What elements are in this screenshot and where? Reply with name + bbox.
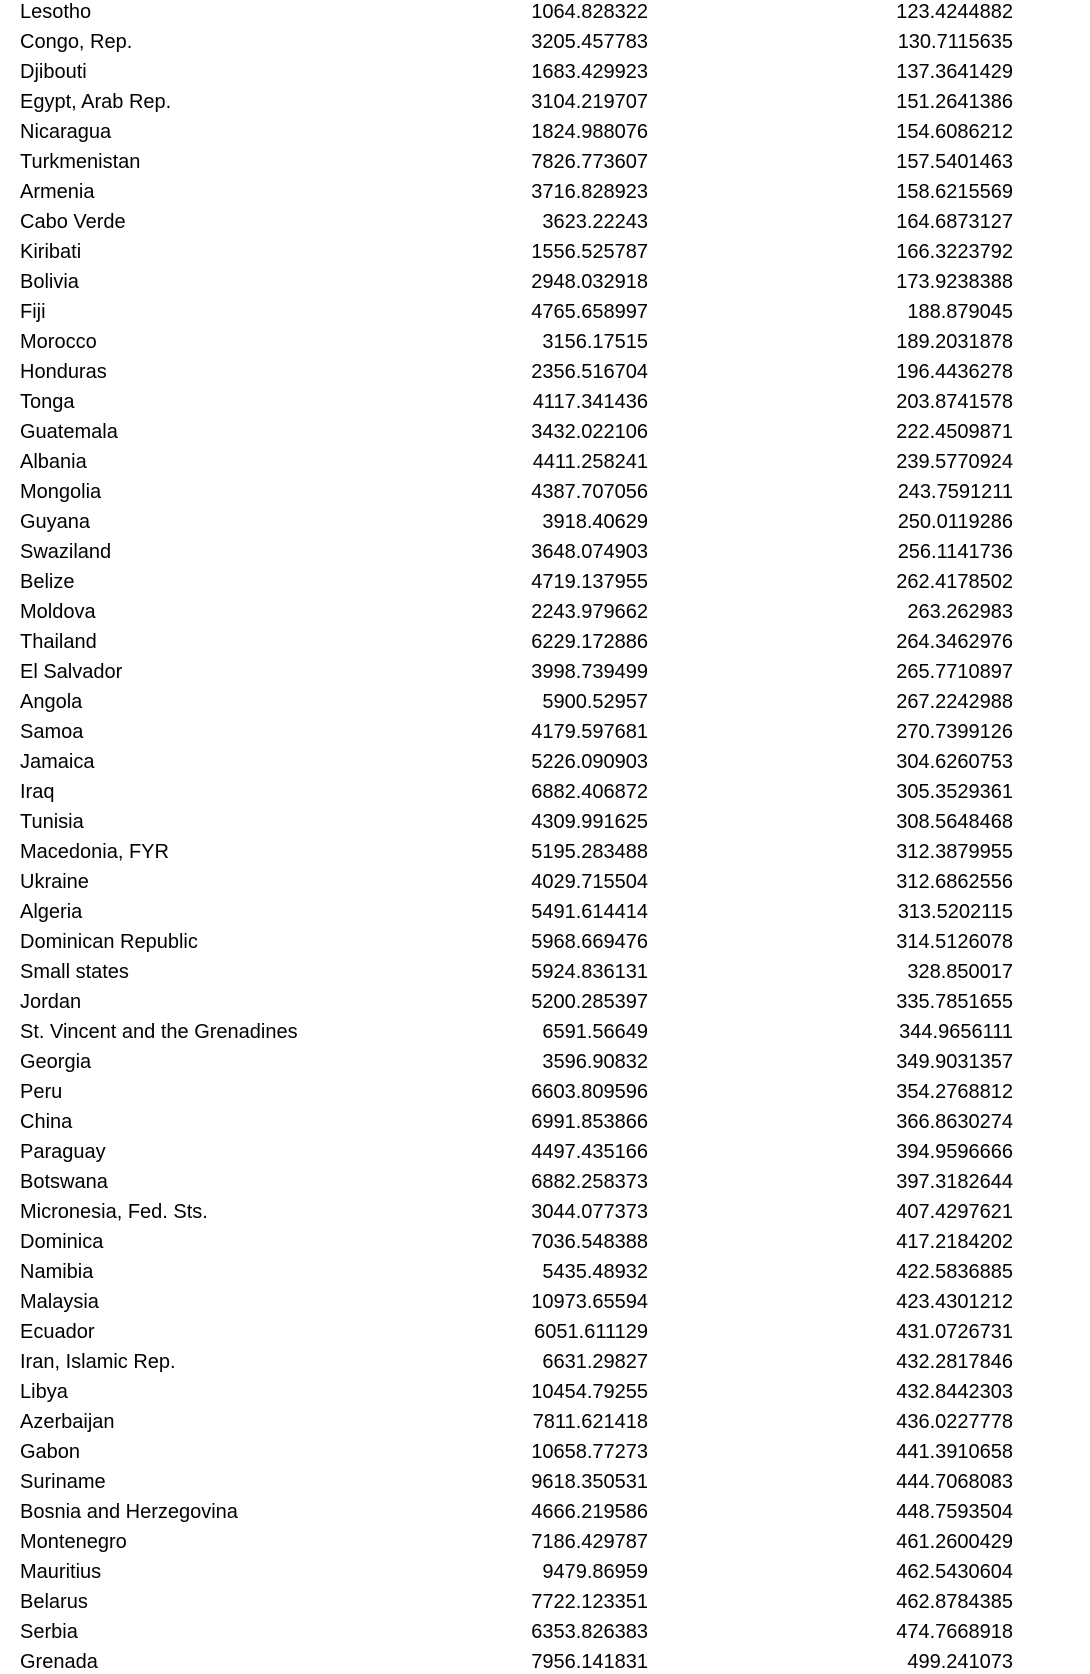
value-2-cell: 312.3879955 <box>896 841 1013 863</box>
value-1-cell: 6051.611129 <box>534 1321 648 1343</box>
country-name-cell: St. Vincent and the Grenadines <box>20 1021 298 1043</box>
table-row <box>0 1380 1090 1410</box>
value-2-cell: 256.1141736 <box>897 541 1013 563</box>
table-row <box>0 330 1090 360</box>
value-1-cell: 6229.172886 <box>531 631 648 653</box>
country-name-cell: Gabon <box>20 1441 81 1463</box>
value-1-cell: 1683.429923 <box>531 61 648 83</box>
value-1-cell: 5900.52957 <box>542 691 648 713</box>
country-name-cell: Bolivia <box>20 271 79 293</box>
table-row <box>0 120 1090 150</box>
country-name-cell: Samoa <box>20 721 84 743</box>
table-row <box>0 210 1090 240</box>
value-2-cell: 270.7399126 <box>896 721 1013 743</box>
value-2-cell: 417.2184202 <box>896 1231 1013 1253</box>
table-row <box>0 1230 1090 1260</box>
table-row <box>0 660 1090 690</box>
table-row <box>0 1650 1090 1674</box>
country-name-cell: Iran, Islamic Rep. <box>20 1351 176 1373</box>
value-2-cell: 151.2641386 <box>896 91 1013 113</box>
value-1-cell: 4179.597681 <box>531 721 648 743</box>
table-row <box>0 1470 1090 1500</box>
country-name-cell: Honduras <box>20 361 107 383</box>
country-name-cell: Montenegro <box>20 1531 127 1553</box>
country-name-cell: Bosnia and Herzegovina <box>20 1501 238 1523</box>
value-2-cell: 448.7593504 <box>896 1501 1013 1523</box>
country-name-cell: Azerbaijan <box>20 1411 115 1433</box>
value-2-cell: 263.262983 <box>907 601 1013 623</box>
value-1-cell: 7811.621418 <box>532 1411 648 1433</box>
value-2-cell: 354.2768812 <box>896 1081 1013 1103</box>
value-1-cell: 7186.429787 <box>531 1531 648 1553</box>
value-1-cell: 10658.77273 <box>531 1441 648 1463</box>
value-2-cell: 432.8442303 <box>896 1381 1013 1403</box>
country-name-cell: Albania <box>20 451 87 473</box>
country-name-cell: Guyana <box>20 511 91 533</box>
value-1-cell: 4387.707056 <box>531 481 648 503</box>
country-name-cell: Mauritius <box>20 1561 102 1583</box>
table-row <box>0 540 1090 570</box>
value-1-cell: 7722.123351 <box>531 1591 648 1613</box>
table-row <box>0 600 1090 630</box>
value-1-cell: 4666.219586 <box>531 1501 648 1523</box>
value-2-cell: 157.5401463 <box>896 151 1013 173</box>
table-row <box>0 1620 1090 1650</box>
country-name-cell: Fiji <box>20 301 46 323</box>
table-row <box>0 420 1090 450</box>
table-row <box>0 1170 1090 1200</box>
value-1-cell: 5968.669476 <box>531 931 648 953</box>
table-row <box>0 840 1090 870</box>
country-name-cell: Grenada <box>20 1651 98 1673</box>
country-name-cell: Botswana <box>20 1171 108 1193</box>
value-2-cell: 313.5202115 <box>897 901 1013 923</box>
value-2-cell: 222.4509871 <box>896 421 1013 443</box>
value-1-cell: 7036.548388 <box>531 1231 648 1253</box>
value-2-cell: 308.5648468 <box>896 811 1013 833</box>
table-row <box>0 300 1090 330</box>
country-name-cell: Peru <box>20 1081 63 1103</box>
value-1-cell: 5200.285397 <box>531 991 648 1013</box>
value-2-cell: 366.8630274 <box>896 1111 1013 1133</box>
value-2-cell: 304.6260753 <box>896 751 1013 773</box>
value-1-cell: 3716.828923 <box>531 181 648 203</box>
value-1-cell: 3432.022106 <box>531 421 648 443</box>
table-row <box>0 30 1090 60</box>
value-1-cell: 4765.658997 <box>531 301 648 323</box>
table-row <box>0 930 1090 960</box>
value-2-cell: 166.3223792 <box>896 241 1013 263</box>
value-1-cell: 6591.56649 <box>542 1021 648 1043</box>
value-1-cell: 5491.614414 <box>531 901 648 923</box>
table-row <box>0 90 1090 120</box>
country-name-cell: Belize <box>20 571 75 593</box>
value-1-cell: 3104.219707 <box>531 91 648 113</box>
value-1-cell: 3205.457783 <box>531 31 648 53</box>
value-1-cell: 3044.077373 <box>531 1201 648 1223</box>
country-name-cell: Egypt, Arab Rep. <box>20 91 172 113</box>
value-1-cell: 6353.826383 <box>531 1621 648 1643</box>
table-row <box>0 450 1090 480</box>
country-name-cell: Kiribati <box>20 241 82 263</box>
value-2-cell: 349.9031357 <box>896 1051 1013 1073</box>
country-name-cell: Moldova <box>20 601 96 623</box>
country-name-cell: China <box>20 1111 73 1133</box>
value-1-cell: 3596.90832 <box>542 1051 648 1073</box>
country-name-cell: Namibia <box>20 1261 94 1283</box>
table-row <box>0 1260 1090 1290</box>
country-name-cell: Micronesia, Fed. Sts. <box>20 1201 208 1223</box>
table-row <box>0 1410 1090 1440</box>
value-1-cell: 4719.137955 <box>531 571 648 593</box>
value-2-cell: 164.6873127 <box>896 211 1013 233</box>
value-1-cell: 4117.341436 <box>532 391 648 413</box>
value-2-cell: 312.6862556 <box>896 871 1013 893</box>
value-2-cell: 499.241073 <box>907 1651 1013 1673</box>
value-2-cell: 314.5126078 <box>896 931 1013 953</box>
table-row <box>0 1590 1090 1620</box>
table-row <box>0 1530 1090 1560</box>
table-row <box>0 630 1090 660</box>
country-name-cell: Morocco <box>20 331 97 353</box>
table-row <box>0 1440 1090 1470</box>
country-name-cell: Malaysia <box>20 1291 99 1313</box>
value-1-cell: 3998.739499 <box>531 661 648 683</box>
value-1-cell: 10973.65594 <box>531 1291 648 1313</box>
value-1-cell: 1556.525787 <box>531 241 648 263</box>
table-row <box>0 1200 1090 1230</box>
value-1-cell: 3623.22243 <box>542 211 648 233</box>
value-1-cell: 3156.17515 <box>542 331 648 353</box>
value-1-cell: 5924.836131 <box>531 961 648 983</box>
country-name-cell: Angola <box>20 691 83 713</box>
value-1-cell: 6603.809596 <box>531 1081 648 1103</box>
table-row <box>0 1080 1090 1110</box>
table-row <box>0 870 1090 900</box>
value-1-cell: 1824.988076 <box>531 121 648 143</box>
value-1-cell: 3918.40629 <box>542 511 648 533</box>
country-name-cell: Lesotho <box>20 1 92 23</box>
value-1-cell: 1064.828322 <box>531 1 648 23</box>
table-row <box>0 1290 1090 1320</box>
country-name-cell: Iraq <box>20 781 55 803</box>
country-name-cell: Georgia <box>20 1051 92 1073</box>
country-name-cell: El Salvador <box>20 661 123 683</box>
table-row <box>0 480 1090 510</box>
value-2-cell: 188.879045 <box>907 301 1013 323</box>
country-name-cell: Cabo Verde <box>20 211 126 233</box>
value-1-cell: 6882.258373 <box>531 1171 648 1193</box>
table-row <box>0 240 1090 270</box>
value-2-cell: 423.4301212 <box>896 1291 1013 1313</box>
country-name-cell: Suriname <box>20 1471 106 1493</box>
value-1-cell: 4497.435166 <box>531 1141 648 1163</box>
table-row <box>0 1560 1090 1590</box>
country-name-cell: Paraguay <box>20 1141 106 1163</box>
value-2-cell: 154.6086212 <box>896 121 1013 143</box>
value-2-cell: 158.6215569 <box>896 181 1013 203</box>
country-name-cell: Guatemala <box>20 421 118 443</box>
value-2-cell: 250.0119286 <box>897 511 1013 533</box>
value-1-cell: 5226.090903 <box>531 751 648 773</box>
value-1-cell: 2243.979662 <box>531 601 648 623</box>
value-2-cell: 243.7591211 <box>897 481 1013 503</box>
value-1-cell: 6882.406872 <box>531 781 648 803</box>
value-2-cell: 462.5430604 <box>896 1561 1013 1583</box>
country-name-cell: Dominican Republic <box>20 931 198 953</box>
country-name-cell: Ukraine <box>20 871 89 893</box>
value-2-cell: 262.4178502 <box>896 571 1013 593</box>
value-2-cell: 305.3529361 <box>896 781 1013 803</box>
value-1-cell: 9479.86959 <box>542 1561 648 1583</box>
value-2-cell: 474.7668918 <box>896 1621 1013 1643</box>
table-row <box>0 720 1090 750</box>
value-1-cell: 4029.715504 <box>531 871 648 893</box>
country-name-cell: Serbia <box>20 1621 78 1643</box>
country-name-cell: Tonga <box>20 391 75 413</box>
value-2-cell: 137.3641429 <box>896 61 1013 83</box>
value-1-cell: 7826.773607 <box>531 151 648 173</box>
country-name-cell: Algeria <box>20 901 83 923</box>
table-row <box>0 750 1090 780</box>
country-name-cell: Swaziland <box>20 541 112 563</box>
value-2-cell: 265.7710897 <box>896 661 1013 683</box>
country-name-cell: Thailand <box>20 631 97 653</box>
value-2-cell: 196.4436278 <box>896 361 1013 383</box>
value-1-cell: 10454.79255 <box>531 1381 648 1403</box>
value-2-cell: 397.3182644 <box>896 1171 1013 1193</box>
value-1-cell: 3648.074903 <box>531 541 648 563</box>
country-name-cell: Jamaica <box>20 751 95 773</box>
value-2-cell: 462.8784385 <box>896 1591 1013 1613</box>
country-name-cell: Congo, Rep. <box>20 31 133 53</box>
value-2-cell: 461.2600429 <box>896 1531 1013 1553</box>
value-2-cell: 431.0726731 <box>896 1321 1013 1343</box>
value-1-cell: 2356.516704 <box>531 361 648 383</box>
table-row <box>0 1500 1090 1530</box>
table-row <box>0 60 1090 90</box>
value-2-cell: 203.8741578 <box>896 391 1013 413</box>
country-name-cell: Armenia <box>20 181 95 203</box>
table-row <box>0 1350 1090 1380</box>
table-row <box>0 570 1090 600</box>
table-row <box>0 360 1090 390</box>
value-2-cell: 328.850017 <box>907 961 1013 983</box>
table-row <box>0 270 1090 300</box>
country-name-cell: Libya <box>20 1381 68 1403</box>
table-row <box>0 990 1090 1020</box>
table-row <box>0 1020 1090 1050</box>
table-row <box>0 1050 1090 1080</box>
value-1-cell: 7956.141831 <box>531 1651 648 1673</box>
value-2-cell: 436.0227778 <box>896 1411 1013 1433</box>
value-1-cell: 4309.991625 <box>531 811 648 833</box>
value-1-cell: 5435.48932 <box>542 1261 648 1283</box>
value-2-cell: 173.9238388 <box>896 271 1013 293</box>
country-name-cell: Small states <box>20 961 129 983</box>
value-2-cell: 432.2817846 <box>896 1351 1013 1373</box>
value-1-cell: 4411.258241 <box>532 451 648 473</box>
value-2-cell: 267.2242988 <box>896 691 1013 713</box>
table-row <box>0 1140 1090 1170</box>
country-name-cell: Jordan <box>20 991 82 1013</box>
value-2-cell: 123.4244882 <box>896 1 1013 23</box>
value-2-cell: 441.3910658 <box>896 1441 1013 1463</box>
value-2-cell: 239.5770924 <box>896 451 1013 473</box>
country-name-cell: Tunisia <box>20 811 84 833</box>
value-2-cell: 335.7851655 <box>896 991 1013 1013</box>
table-row <box>0 510 1090 540</box>
value-1-cell: 9618.350531 <box>531 1471 648 1493</box>
table-row <box>0 150 1090 180</box>
value-2-cell: 130.7115635 <box>897 31 1013 53</box>
table-row <box>0 690 1090 720</box>
table-row <box>0 1320 1090 1350</box>
value-1-cell: 6631.29827 <box>542 1351 648 1373</box>
country-name-cell: Macedonia, FYR <box>20 841 169 863</box>
value-2-cell: 189.2031878 <box>896 331 1013 353</box>
value-2-cell: 444.7068083 <box>896 1471 1013 1493</box>
value-1-cell: 6991.853866 <box>531 1111 648 1133</box>
table-row <box>0 1110 1090 1140</box>
table-row <box>0 960 1090 990</box>
country-name-cell: Dominica <box>20 1231 104 1253</box>
value-2-cell: 344.9656111 <box>899 1021 1013 1043</box>
table-row <box>0 180 1090 210</box>
country-name-cell: Belarus <box>20 1591 88 1613</box>
country-name-cell: Ecuador <box>20 1321 95 1343</box>
value-1-cell: 2948.032918 <box>531 271 648 293</box>
country-name-cell: Djibouti <box>20 61 87 83</box>
table-row <box>0 0 1090 30</box>
table-row <box>0 810 1090 840</box>
country-name-cell: Mongolia <box>20 481 102 503</box>
country-name-cell: Turkmenistan <box>20 151 141 173</box>
value-1-cell: 5195.283488 <box>531 841 648 863</box>
value-2-cell: 407.4297621 <box>896 1201 1013 1223</box>
table-row <box>0 390 1090 420</box>
table-row <box>0 780 1090 810</box>
country-name-cell: Nicaragua <box>20 121 112 143</box>
table-row <box>0 900 1090 930</box>
value-2-cell: 422.5836885 <box>896 1261 1013 1283</box>
value-2-cell: 394.9596666 <box>896 1141 1013 1163</box>
value-2-cell: 264.3462976 <box>896 631 1013 653</box>
